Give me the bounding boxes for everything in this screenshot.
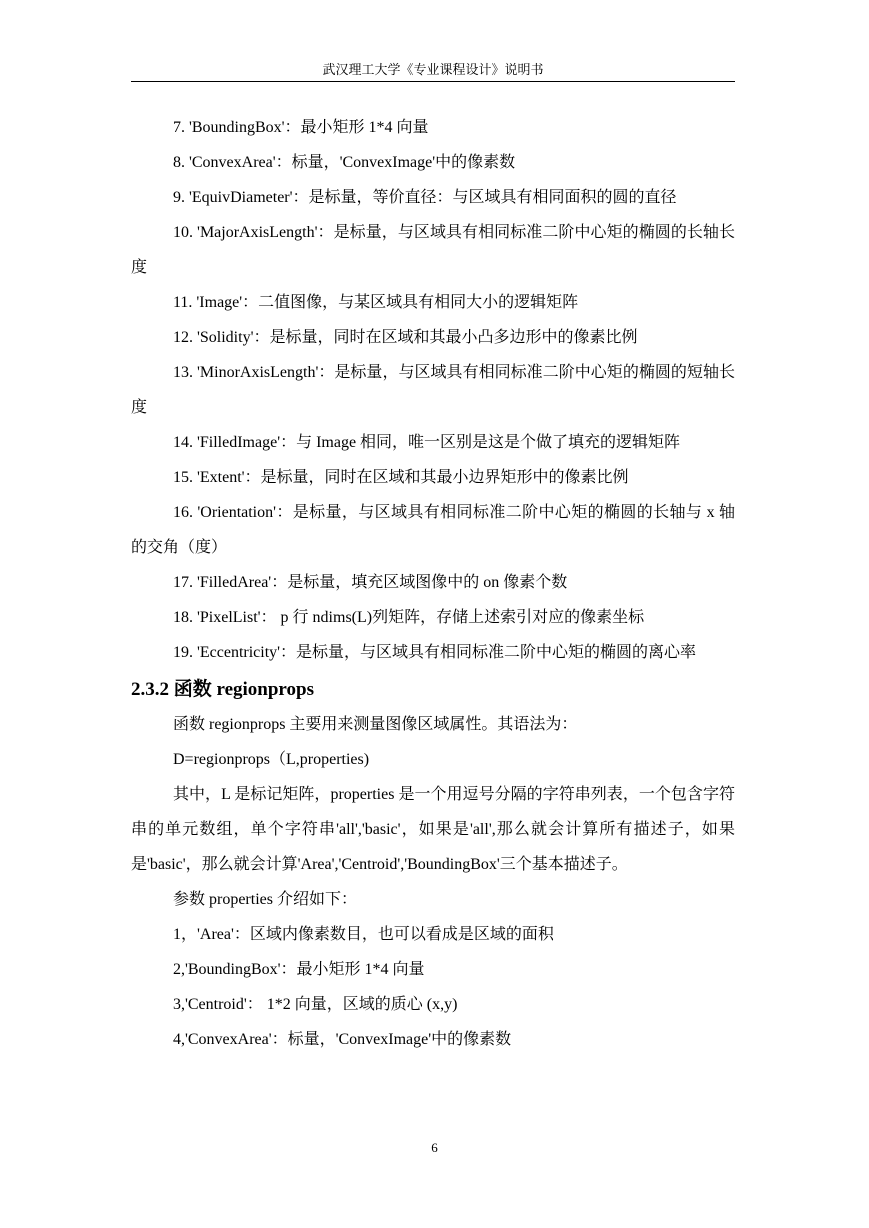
list-item: 13. 'MinorAxisLength'：是标量，与区域具有相同标准二阶中心矩的椭圆的短轴长度 [131,364,735,416]
page-header: 武汉理工大学《专业课程设计》说明书 [322,62,544,77]
page-number: 6 [431,1140,438,1155]
list-item: 14. 'FilledImage'：与 Image 相同，唯一区别是这是个做了填充的逻辑矩阵 [173,434,681,451]
list-item: 17. 'FilledArea'：是标量，填充区域图像中的 on 像素个数 [173,574,568,591]
list-item: 7. 'BoundingBox'：最小矩形 1*4 向量 [173,119,429,136]
syntax-line: D=regionprops（L,properties) [173,751,370,768]
list-item: 9. 'EquivDiameter'：是标量，等价直径：与区域具有相同面积的圆的直径 [173,189,677,206]
list-item: 15. 'Extent'：是标量，同时在区域和其最小边界矩形中的像素比例 [173,469,629,486]
paragraph: 函数 regionprops 主要用来测量图像区域属性。其语法为： [173,716,578,733]
list-item: 19. 'Eccentricity'：是标量，与区域具有相同标准二阶中心矩的椭圆的离心率 [173,644,697,661]
paragraph: 参数 properties 介绍如下： [173,891,357,908]
list-item: 11. 'Image'：二值图像，与某区域具有相同大小的逻辑矩阵 [173,294,579,311]
list-item: 1，'Area'：区域内像素数目，也可以看成是区域的面积 [173,926,554,943]
document-body [131,110,735,1057]
list-item: 12. 'Solidity'：是标量，同时在区域和其最小凸多边形中的像素比例 [173,329,638,346]
list-item: 4,'ConvexArea'：标量，'ConvexImage'中的像素数 [173,1031,512,1048]
list-item: 16. 'Orientation'：是标量，与区域具有相同标准二阶中心矩的椭圆的长轴与 x 轴的交角（度） [131,504,735,556]
list-item: 3,'Centroid'： 1*2 向量，区域的质心 (x,y) [173,996,458,1013]
header-rule [131,81,735,82]
list-item: 8. 'ConvexArea'：标量，'ConvexImage'中的像素数 [173,154,516,171]
paragraph: 其中，L 是标记矩阵，properties 是一个用逗号分隔的字符串列表，一个包含字符串的单元数组，单个字符串'all','basic'，如果是'all',那么就会计算所有描述子，如果是'basic'，那么就会计算'Area','Centroid','BoundingBox'三个基本描述子。 [131,786,735,873]
list-item: 18. 'PixelList'： p 行 ndims(L)列矩阵，存储上述索引对应的像素坐标 [173,609,645,626]
list-item: 10. 'MajorAxisLength'：是标量，与区域具有相同标准二阶中心矩的椭圆的长轴长度 [131,224,735,276]
list-item: 2,'BoundingBox'：最小矩形 1*4 向量 [173,961,425,978]
section-heading: 2.3.2 函数 regionprops [131,679,314,700]
